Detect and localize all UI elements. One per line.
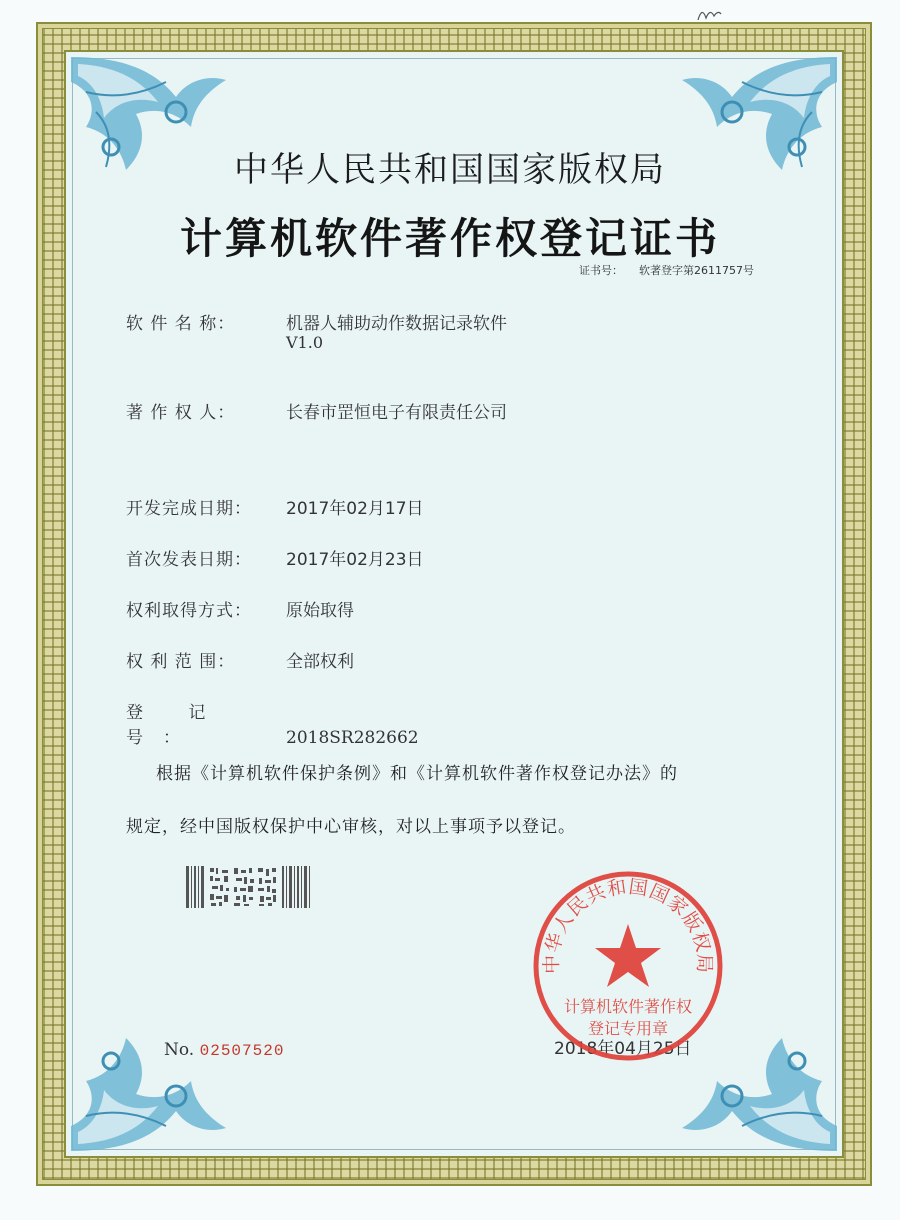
serial-value: 02507520 <box>199 1042 285 1060</box>
software-name-row <box>126 309 507 334</box>
acquisition-row <box>126 596 354 621</box>
completion-date-row <box>126 494 424 519</box>
software-version: V1.0 <box>286 333 323 352</box>
completion-date-label: 开发完成日期： <box>126 499 252 519</box>
registration-number-row <box>126 698 419 748</box>
seal-line-1: 计算机软件著作权 <box>563 997 693 1016</box>
issuer-title: 中华人民共和国国家版权局 <box>234 150 666 190</box>
official-seal <box>530 868 726 1064</box>
registration-number-label: 登 记 号： <box>126 703 226 748</box>
qr-barcode <box>186 866 312 908</box>
software-name-value: 机器人辅助动作数据记录软件 <box>286 314 507 334</box>
seal-ring-text: 中华人民共和国国家版权局 <box>540 875 716 974</box>
publish-date-value: 2017年02月23日 <box>286 550 424 570</box>
owner-value: 长春市罡恒电子有限责任公司 <box>286 403 507 423</box>
serial-prefix: No. <box>164 1040 195 1060</box>
registration-number-value: 2018SR282662 <box>286 728 419 748</box>
owner-row <box>126 398 507 423</box>
issue-date: 2018年04月25日 <box>554 1039 692 1059</box>
completion-date-value: 2017年02月17日 <box>286 499 424 519</box>
handwritten-mark <box>694 2 724 26</box>
acquisition-value: 原始取得 <box>286 601 354 621</box>
corner-ornament-bottom-left <box>66 1016 236 1156</box>
serial-number <box>164 1040 284 1060</box>
scope-label: 权 利 范 围： <box>126 652 236 672</box>
acquisition-label: 权利取得方式： <box>126 601 252 621</box>
scope-row <box>126 647 354 672</box>
cert-no-value: 软著登字第2611757号 <box>639 264 754 277</box>
certificate-number <box>579 262 754 278</box>
publish-date-label: 首次发表日期： <box>126 550 252 570</box>
seal-star-icon <box>595 924 661 987</box>
statement-line-2: 规定，经中国版权保护中心审核，对以上事项予以登记。 <box>126 817 576 837</box>
owner-label: 著 作 权 人： <box>126 403 236 423</box>
publish-date-row <box>126 545 424 570</box>
seal-line-2: 登记专用章 <box>587 1019 669 1038</box>
scope-value: 全部权利 <box>286 652 354 672</box>
certificate-title: 计算机软件著作权登记证书 <box>179 214 720 263</box>
software-name-label: 软 件 名 称： <box>126 314 236 334</box>
cert-no-label: 证书号： <box>579 264 623 277</box>
statement-line-1: 根据《计算机软件保护条例》和《计算机软件著作权登记办法》的 <box>156 764 678 784</box>
